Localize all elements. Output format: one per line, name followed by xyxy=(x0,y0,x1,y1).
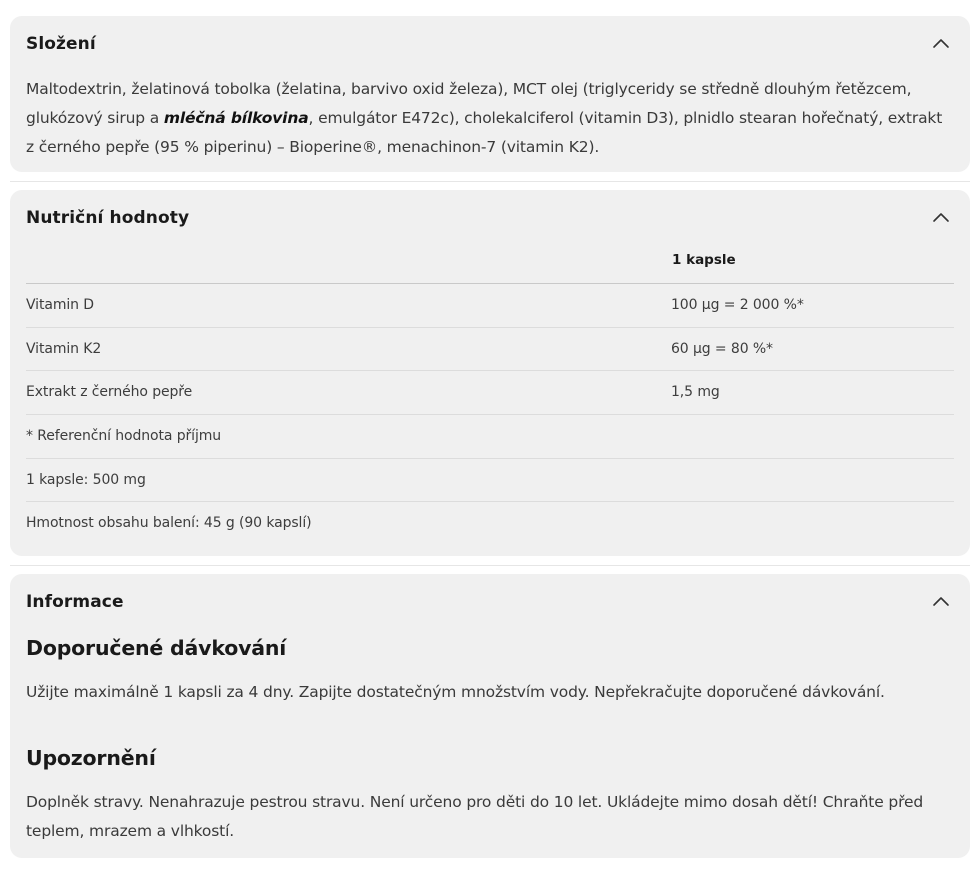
table-row xyxy=(26,327,954,372)
warning-text: Doplněk stravy. Nenahrazuje pestrou stravu. Není určeno pro děti do 10 let. Ukládejte mimo dosah dětí! Chraňte před teplem, mrazem a vlhkostí. xyxy=(26,793,924,840)
informace-title: Informace xyxy=(26,592,124,612)
section-divider xyxy=(10,565,970,566)
row-name: Extrakt z černého pepře xyxy=(26,384,193,400)
row-name: 1 kapsle: 500 mg xyxy=(26,472,146,488)
table-row xyxy=(26,458,954,503)
chevron-up-icon[interactable] xyxy=(932,36,950,50)
slozeni-header[interactable] xyxy=(26,16,954,72)
table-row xyxy=(26,283,954,328)
row-name: Vitamin K2 xyxy=(26,341,102,357)
nutricni-panel xyxy=(10,190,970,556)
informace-panel xyxy=(10,574,970,858)
chevron-up-icon[interactable] xyxy=(932,594,950,608)
row-value: 1,5 mg xyxy=(671,384,720,400)
dosage-heading: Doporučené dávkování xyxy=(26,636,287,660)
table-column-header: 1 kapsle xyxy=(672,252,736,268)
dosage-text: Užijte maximálně 1 kapsli za 4 dny. Zapijte dostatečným množstvím vody. Nepřekračujte doporučené dávkování. xyxy=(26,683,885,701)
chevron-up-icon[interactable] xyxy=(932,210,950,224)
nutricni-header[interactable] xyxy=(26,190,954,246)
slozeni-text: Maltodextrin, želatinová tobolka (želatina, barvivo oxid železa), MCT olej (triglyceridy se středně dlouhým řetězcem, glukózový sirup a mléčná bílkovina, emulgátor E472c), cholekalciferol (vitamin D3), plnidlo stearan hořečnatý, extrakt z černého pepře (95 % piperinu) – Bioperine®, menachinon-7 (vitamin K2). xyxy=(26,80,943,156)
row-value: 100 µg = 2 000 %* xyxy=(671,297,804,313)
row-name: * Referenční hodnota příjmu xyxy=(26,428,222,444)
slozeni-panel xyxy=(10,16,970,172)
table-row xyxy=(26,501,954,546)
nutricni-title: Nutriční hodnoty xyxy=(26,208,190,228)
warning-heading: Upozornění xyxy=(26,746,156,770)
row-name: Vitamin D xyxy=(26,297,94,313)
row-value: 60 µg = 80 %* xyxy=(671,341,773,357)
table-row xyxy=(26,370,954,415)
section-divider xyxy=(10,181,970,182)
slozeni-title: Složení xyxy=(26,34,96,54)
row-name: Hmotnost obsahu balení: 45 g (90 kapslí) xyxy=(26,515,312,531)
allergen-highlight: mléčná bílkovina xyxy=(163,109,309,127)
table-row xyxy=(26,414,954,459)
informace-header[interactable] xyxy=(26,574,954,630)
